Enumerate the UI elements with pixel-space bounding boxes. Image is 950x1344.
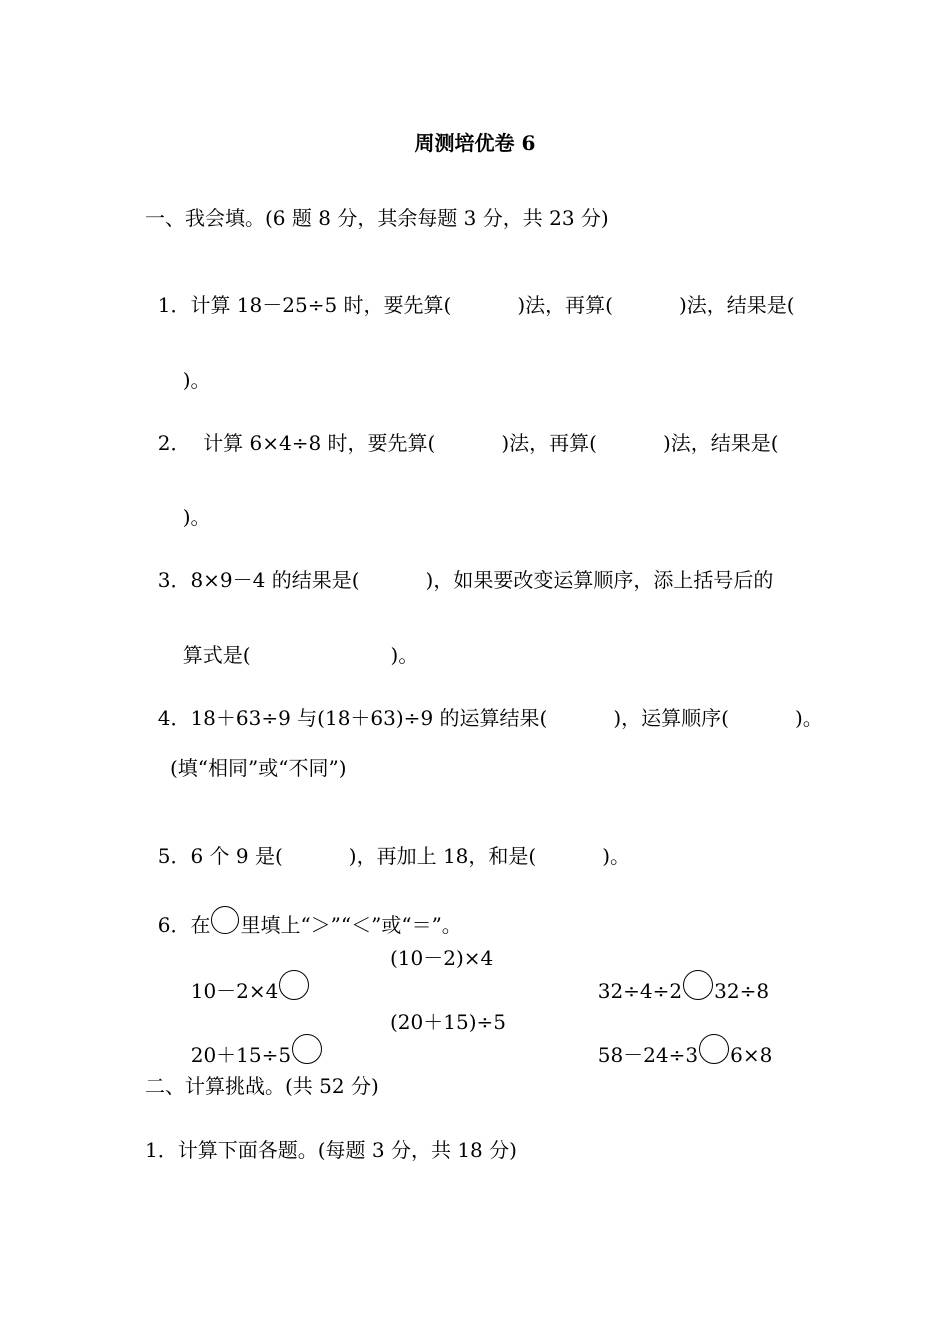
question-1	[145, 269, 795, 317]
q5-text-b: )，再加上 18，和是(	[348, 844, 537, 868]
question-6	[145, 882, 462, 937]
compare-r2c2-expr: (20＋15)÷5	[390, 1010, 506, 1034]
compare-r1c3	[585, 946, 769, 1003]
question-3-cont	[170, 619, 418, 667]
compare-r1c3-left: 32÷4÷2	[597, 979, 683, 1003]
section2-heading: 二、计算挑战。(共 52 分)	[145, 1074, 379, 1098]
compare-r1c1-expr: 10－2×4	[190, 979, 279, 1003]
question-2	[145, 407, 779, 455]
circle-icon	[211, 906, 239, 934]
q3-text-a: 3．8×9－4 的结果是(	[157, 568, 360, 592]
q3-text-d: )。	[390, 643, 419, 667]
q1-text-d: )。	[182, 368, 211, 392]
section2-question-1: 1．计算下面各题。(每题 3 分，共 18 分)	[145, 1138, 517, 1162]
question-2-cont	[170, 481, 211, 529]
q1-text-c: )法，结果是(	[678, 293, 795, 317]
q5-text-a: 5．6 个 9 是(	[157, 844, 283, 868]
compare-circle-2[interactable]	[683, 970, 713, 1000]
compare-r2c3-left: 58－24÷3	[597, 1043, 699, 1067]
question-3	[145, 544, 773, 592]
section1-heading: 一、我会填。(6 题 8 分，其余每题 3 分，共 23 分)	[145, 206, 609, 230]
q6-text-a: 6．在	[157, 913, 211, 937]
compare-r2c1	[178, 1010, 323, 1067]
compare-r2c1-expr: 20＋15÷5	[190, 1043, 292, 1067]
compare-circle-3[interactable]	[292, 1034, 322, 1064]
q2-text-d: )。	[182, 505, 211, 529]
q2-text-c: )法，结果是(	[662, 431, 779, 455]
compare-r2c3-right: 6×8	[730, 1043, 773, 1067]
question-4-note: (填“相同”或“不同”)	[170, 756, 347, 780]
q5-text-c: )。	[602, 844, 631, 868]
q3-text-b: )，如果要改变运算顺序，添上括号后的	[425, 568, 774, 592]
q4-text-b: )，运算顺序(	[613, 706, 729, 730]
q1-text-a: 1．计算 18－25÷5 时，要先算(	[157, 293, 452, 317]
question-4	[145, 682, 823, 730]
compare-circle-1[interactable]	[279, 970, 309, 1000]
page-title: 周测培优卷 6	[414, 131, 536, 155]
q4-text-c: )。	[794, 706, 823, 730]
q3-text-c: 算式是(	[182, 643, 251, 667]
compare-r1c2-expr: (10－2)×4	[390, 946, 494, 970]
q2-text-a: 2． 计算 6×4÷8 时，要先算(	[157, 431, 436, 455]
compare-r1c3-right: 32÷8	[714, 979, 770, 1003]
q1-text-b: )法，再算(	[517, 293, 613, 317]
compare-r1c1	[178, 946, 310, 1003]
question-1-cont	[170, 344, 211, 392]
compare-circle-4[interactable]	[699, 1034, 729, 1064]
compare-r2c3	[585, 1010, 772, 1067]
q4-text-a: 4．18＋63÷9 与(18＋63)÷9 的运算结果(	[157, 706, 548, 730]
q2-text-b: )法，再算(	[501, 431, 597, 455]
question-5	[145, 820, 630, 868]
q6-text-b: 里填上“＞”“＜”或“＝”。	[240, 913, 462, 937]
